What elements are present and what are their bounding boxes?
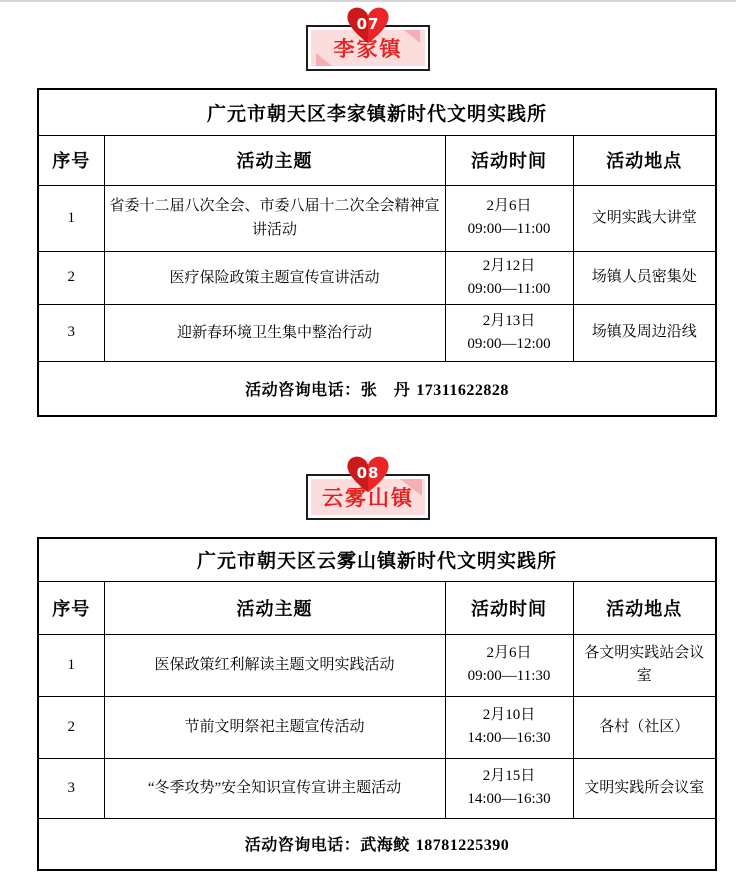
cell-hours: 09:00—11:00 [467, 280, 551, 297]
contact-line [38, 818, 716, 870]
cell-time [445, 304, 573, 361]
cell-theme: 迎新春环境卫生集中整治行动 [104, 304, 445, 361]
table-title: 广元市朝天区李家镇新时代文明实践所 [38, 89, 716, 135]
table-title: 广元市朝天区云雾山镇新时代文明实践所 [38, 538, 716, 581]
table-contact-row [38, 361, 716, 416]
cell-hours: 14:00—16:30 [467, 791, 551, 807]
cell-hours: 09:00—12:00 [467, 335, 551, 352]
table-header-row [38, 135, 716, 185]
cell-location: 各文明实践站会议室 [573, 634, 716, 696]
cell-date: 2月15日 [482, 768, 536, 784]
cell-time [445, 634, 573, 696]
cell-date: 2月12日 [482, 257, 536, 274]
cell-date: 2月6日 [486, 645, 532, 661]
cell-time [445, 758, 573, 818]
cell-theme: 省委十二届八次全会、市委八届十二次全会精神宣讲活动 [104, 185, 445, 251]
section-badge-07 [306, 6, 430, 71]
cell-no: 3 [38, 758, 104, 818]
table-header-row [38, 581, 716, 634]
cell-hours: 09:00—11:00 [467, 221, 551, 237]
cell-time [445, 251, 573, 304]
contact-label: 活动咨询电话： [244, 837, 361, 855]
cell-location: 文明实践所会议室 [573, 758, 716, 818]
badge-number: 07 [356, 15, 380, 33]
contact-label: 活动咨询电话： [245, 381, 361, 399]
col-header-time: 活动时间 [445, 135, 573, 185]
col-header-time: 活动时间 [445, 581, 573, 634]
contact-phone: 18781225390 [415, 837, 510, 855]
badge-number: 08 [356, 464, 380, 482]
table-title-row [38, 538, 716, 581]
col-header-theme: 活动主题 [104, 581, 445, 634]
cell-theme: “冬季攻势”安全知识宣传宣讲主题活动 [104, 758, 445, 818]
contact-line [38, 361, 716, 416]
table-row [38, 696, 716, 758]
cell-date: 2月10日 [482, 707, 536, 723]
col-header-theme: 活动主题 [104, 135, 445, 185]
cell-hours: 14:00—16:30 [467, 730, 551, 746]
cell-location: 文明实践大讲堂 [573, 185, 716, 251]
table-row [38, 185, 716, 251]
col-header-location: 活动地点 [573, 135, 716, 185]
cell-no: 2 [38, 696, 104, 758]
col-header-location: 活动地点 [573, 581, 716, 634]
town-name: 云雾山镇 [322, 487, 414, 510]
cell-no: 1 [38, 634, 104, 696]
cell-date: 2月6日 [486, 198, 532, 214]
cell-theme: 节前文明祭祀主题宣传活动 [104, 696, 445, 758]
table-row [38, 304, 716, 361]
contact-name: 张 丹 [360, 381, 411, 399]
schedule-table-lijia [37, 88, 717, 417]
cell-time [445, 185, 573, 251]
table-title-row [38, 89, 716, 135]
schedule-table-yunwushan [37, 537, 717, 871]
cell-location: 场镇及周边沿线 [573, 304, 716, 361]
cell-no: 2 [38, 251, 104, 304]
col-header-no: 序号 [38, 581, 104, 634]
table-row [38, 758, 716, 818]
cell-time [445, 696, 573, 758]
cell-date: 2月13日 [482, 312, 536, 329]
cell-theme: 医疗保险政策主题宣传宣讲活动 [104, 251, 445, 304]
corner-fold-icon [316, 53, 332, 66]
table-row [38, 634, 716, 696]
contact-phone: 17311622828 [416, 381, 509, 399]
cell-location: 场镇人员密集处 [573, 251, 716, 304]
cell-location: 各村（社区） [573, 696, 716, 758]
cell-hours: 09:00—11:30 [467, 668, 551, 684]
cell-no: 3 [38, 304, 104, 361]
cell-theme: 医保政策红利解读主题文明实践活动 [104, 634, 445, 696]
cell-no: 1 [38, 185, 104, 251]
table-row [38, 251, 716, 304]
top-divider-line [0, 0, 736, 2]
contact-name: 武海鲛 [360, 837, 410, 855]
town-name: 李家镇 [333, 38, 403, 61]
section-badge-08 [306, 455, 430, 520]
table-contact-row [38, 818, 716, 870]
col-header-no: 序号 [38, 135, 104, 185]
